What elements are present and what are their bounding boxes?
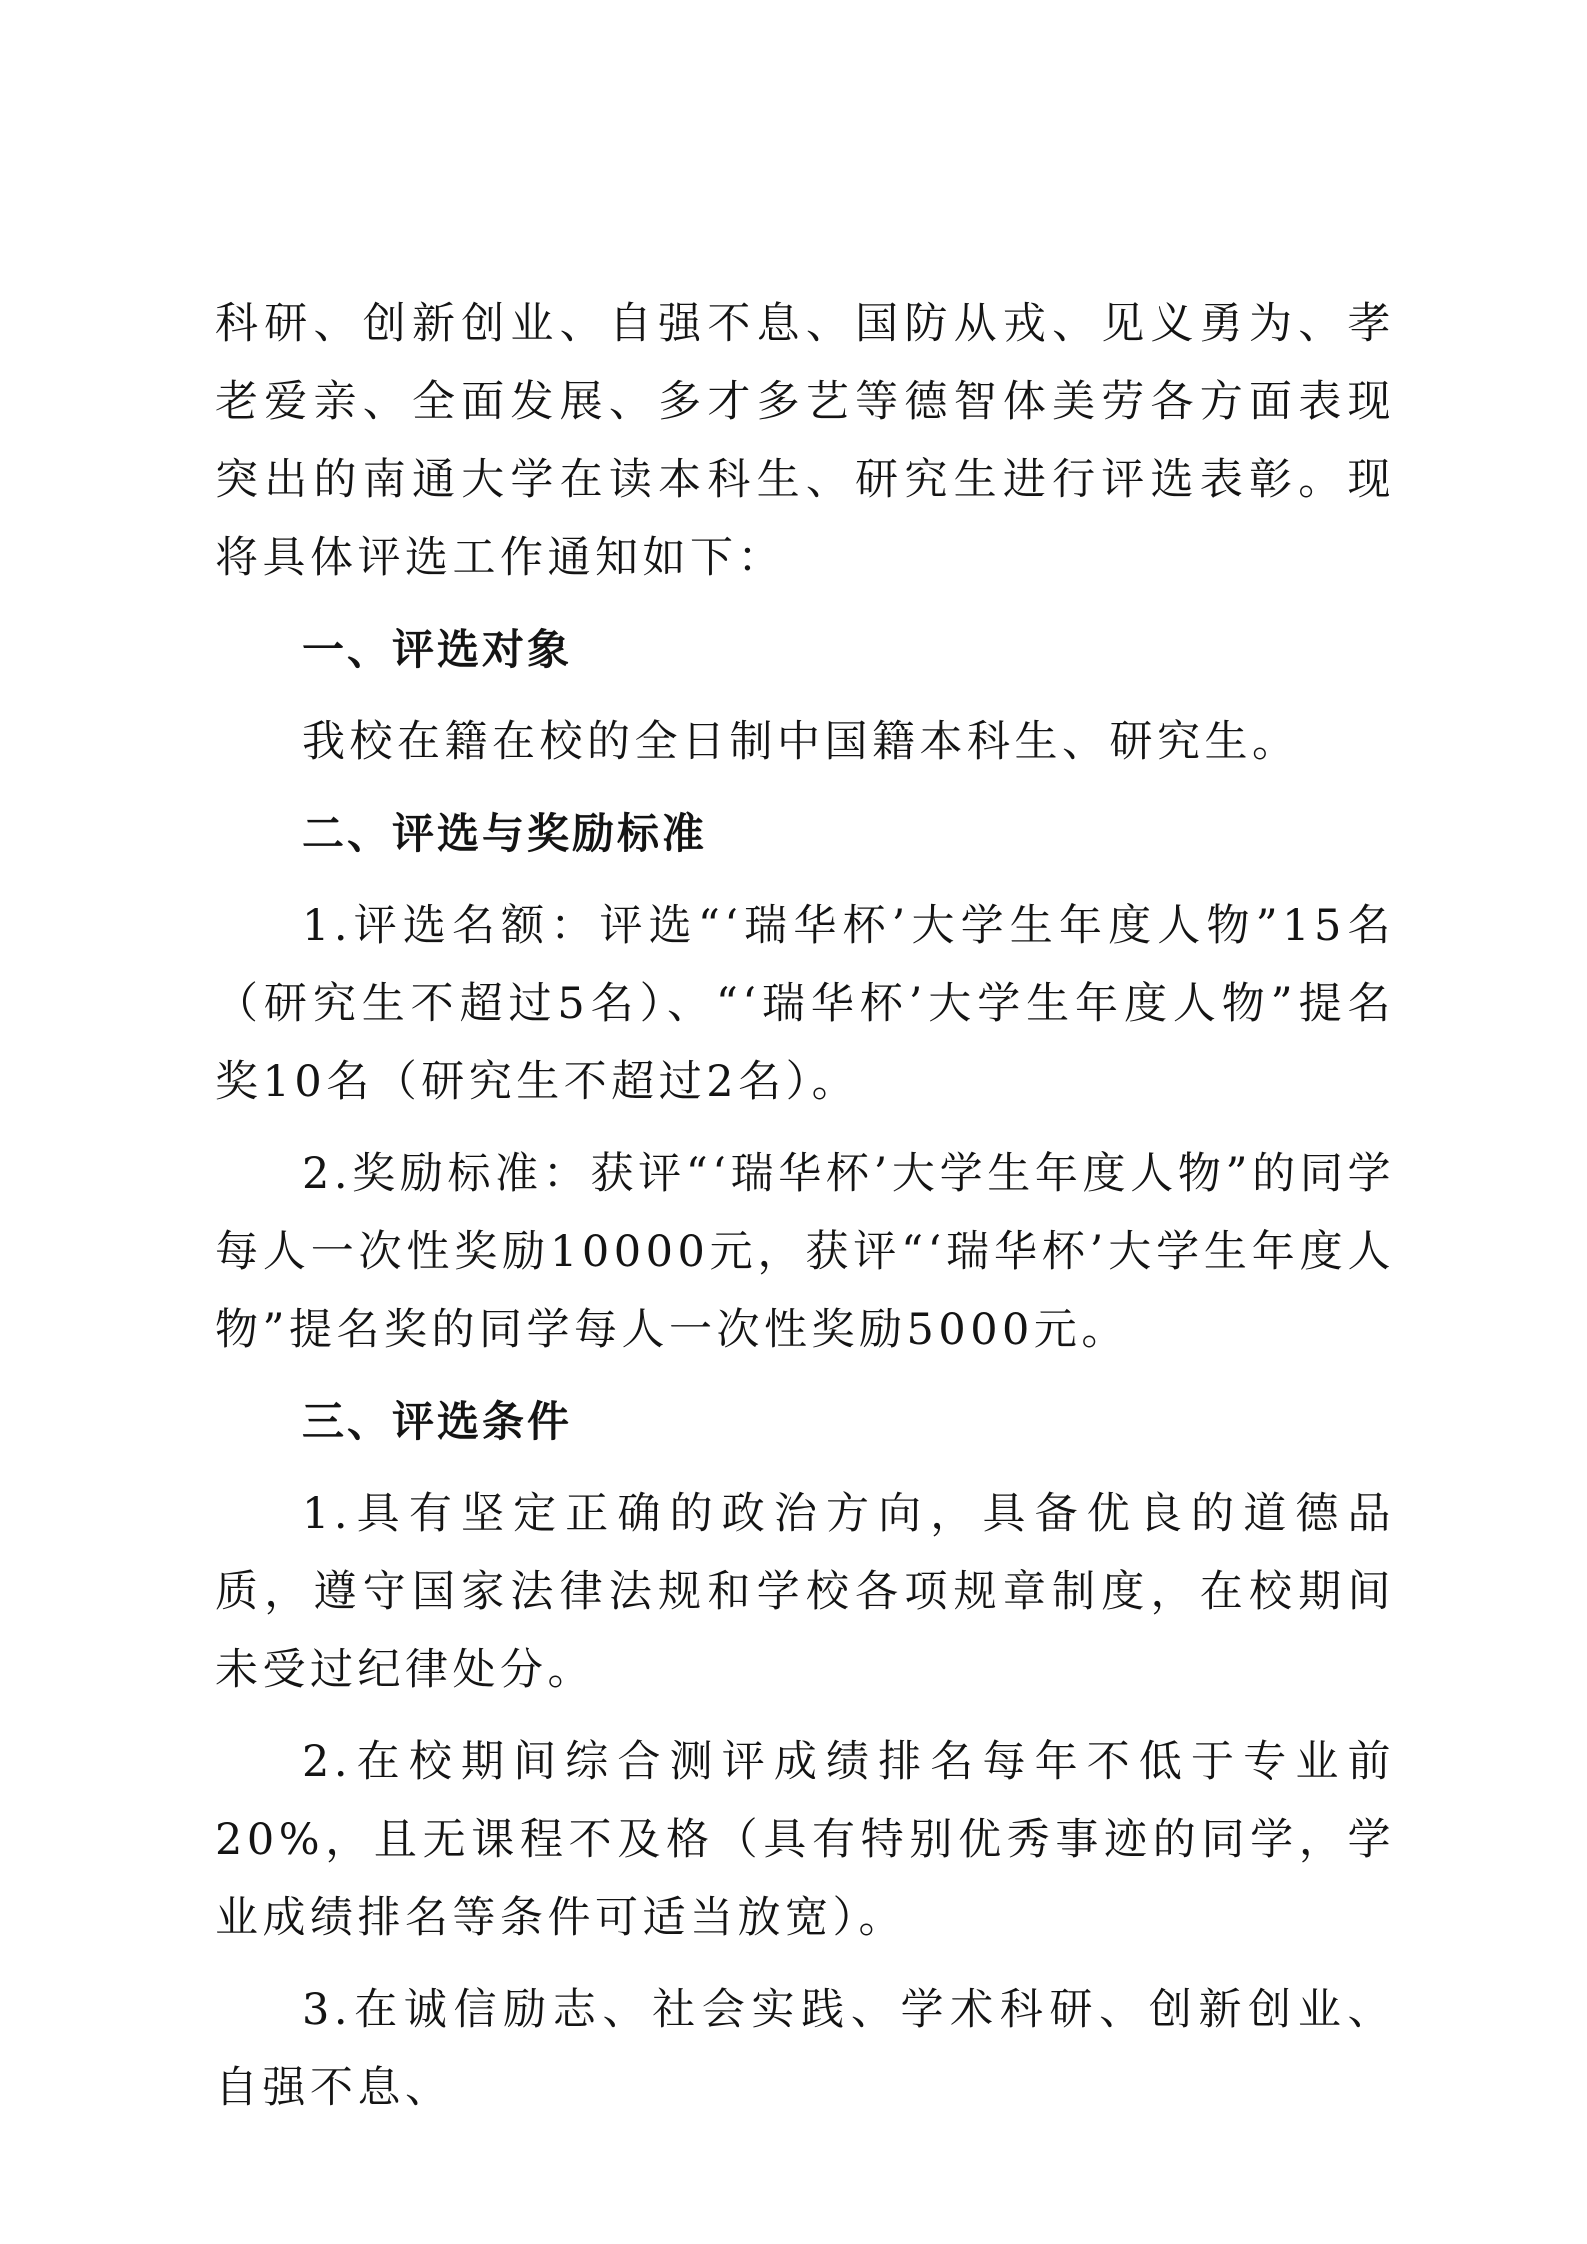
condition-3-paragraph: 3.在诚信励志、社会实践、学术科研、创新创业、自强不息、 <box>215 1985 1395 2113</box>
award-quota-paragraph: 1.评选名额：评选“‘瑞华杯’大学生年度人物”15名（研究生不超过5名）、“‘瑞华杯’大学生年度人物”提名奖10名（研究生不超过2名）。 <box>215 901 1395 1107</box>
document-body <box>215 285 1395 2141</box>
section-heading-conditions: 三、评选条件 <box>302 1397 573 1446</box>
award-amount-paragraph: 2.奖励标准：获评“‘瑞华杯’大学生年度人物”的同学每人一次性奖励10000元，获评“‘瑞华杯’大学生年度人物”提名奖的同学每人一次性奖励5000元。 <box>215 1149 1395 1355</box>
condition-1-paragraph: 1.具有坚定正确的政治方向，具备优良的道德品质，遵守国家法律法规和学校各项规章制度，在校期间未受过纪律处分。 <box>215 1489 1395 1695</box>
eligibility-paragraph: 我校在籍在校的全日制中国籍本科生、研究生。 <box>302 717 1300 767</box>
section-heading-award-standards: 二、评选与奖励标准 <box>302 809 708 858</box>
condition-2-paragraph: 2.在校期间综合测评成绩排名每年不低于专业前20%，且无课程不及格（具有特别优秀事迹的同学，学业成绩排名等条件可适当放宽）。 <box>215 1737 1395 1943</box>
opening-paragraph: 科研、创新创业、自强不息、国防从戎、见义勇为、孝老爱亲、全面发展、多才多艺等德智体美劳各方面表现突出的南通大学在读本科生、研究生进行评选表彰。现将具体评选工作通知如下： <box>215 299 1395 583</box>
section-heading-eligibility: 一、评选对象 <box>302 625 573 674</box>
